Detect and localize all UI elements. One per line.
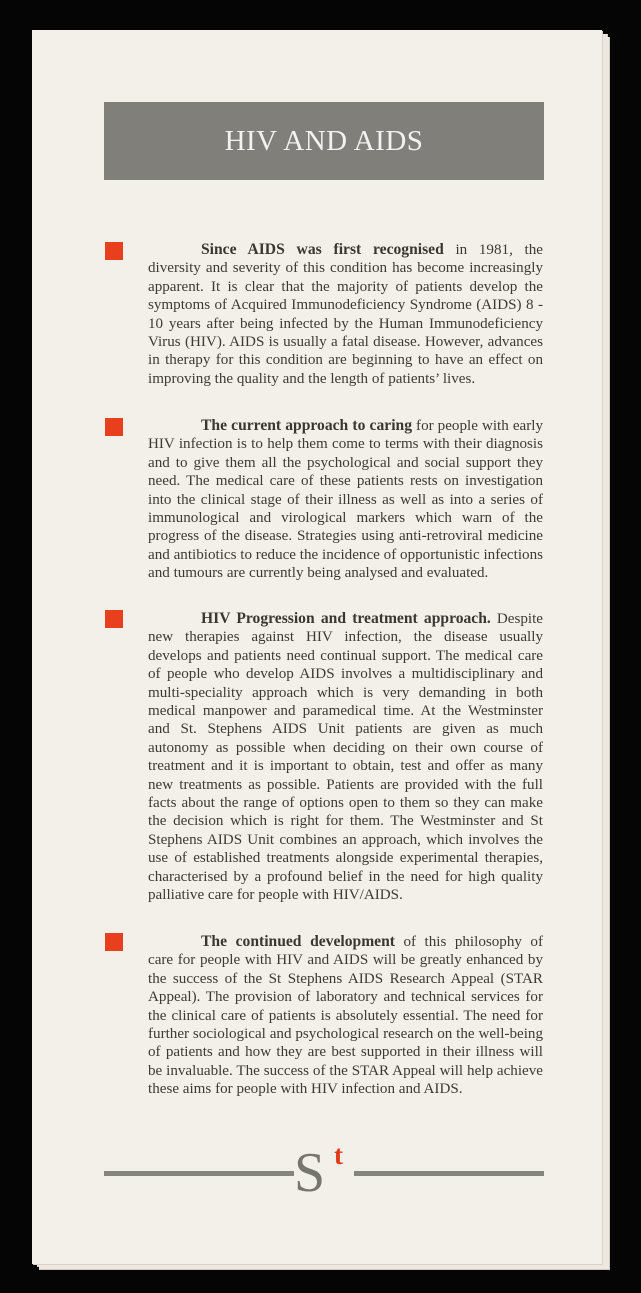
- red-square-bullet: [105, 610, 123, 628]
- paragraph-continued-development: [148, 933, 543, 1099]
- paragraph-hiv-progression: [148, 610, 543, 905]
- paragraph-lead: The continued development: [201, 933, 395, 950]
- paragraph-lead: Since AIDS was first recognised: [201, 241, 444, 258]
- paragraph-since-aids: [148, 241, 543, 388]
- paragraph-current-approach: [148, 417, 543, 583]
- red-square-bullet: [105, 933, 123, 951]
- leaflet-page: [32, 30, 602, 1264]
- paragraph-body: Despite new therapies against HIV infection, the disease usually develops and patients need continual support. The medical care of people who develop AIDS involves a multidisciplinary and multi-speciality approach which is very demanding in both medical manpower and paramedical time. At the Westminster and St. Stephens AIDS Unit patients are given as much autonomy as possible when deciding on their own course of treatment and it is important to obtain, test and offer as many new treatments as possible. Patients are provided with the full facts about the range of options open to them so they can make the decision which is right for them. The Westminster and St Stephens AIDS Unit combines an approach, which involves the use of established treatments alongside experimental therapies, characterised by a profound belief in the need for high quality palliative care for people with HIV/AIDS.: [148, 611, 543, 904]
- red-square-bullet: [105, 242, 123, 260]
- paragraph-lead: HIV Progression and treatment approach.: [201, 610, 491, 627]
- logo-letter-s: S: [294, 1142, 326, 1204]
- paragraph-body: of this philosophy of care for people with HIV and AIDS will be greatly enhanced by the success of the St Stephens AIDS Research Appeal (STAR Appeal). The provision of laboratory and technical services for the clinical care of patients is absolutely essential. The need for further sociological and psychological research on the well-being of patients and how they are best supported in their illness will be invaluable. The success of the STAR Appeal will help achieve these aims for people with HIV infection and AIDS.: [148, 934, 543, 1098]
- footer-rule-right: [354, 1171, 544, 1176]
- title-banner: [104, 102, 544, 180]
- footer-rule-left: [104, 1171, 294, 1176]
- paragraph-body: in 1981, the diversity and severity of this condition has become increasingly apparent. It is clear that the majority of patients develop the symptoms of Acquired Immunodeficiency Syndrome (AIDS) 8 - 10 years after being infected by the Human Immunodeficiency Virus (HIV). AIDS is usually a fatal disease. However, advances in therapy for this condition are beginning to have an effect on improving the quality and the length of patients’ lives.: [148, 242, 543, 387]
- paragraph-body: for people with early HIV infection is to help them come to terms with their diagnosis and to give them all the psychological and social support they need. The medical care of these patients rests on investigation into the clinical stage of their illness as well as into a series of immunological and virological markers which warn of the progress of the disease. Strategies using anti-retroviral medicine and antibiotics to reduce the incidence of opportunistic infections and tumours are currently being analysed and evaluated.: [148, 418, 543, 582]
- page-title: HIV AND AIDS: [224, 124, 424, 157]
- red-square-bullet: [105, 418, 123, 436]
- paragraph-lead: The current approach to caring: [201, 417, 412, 434]
- st-stephens-logo: [290, 1138, 360, 1208]
- logo-letter-t: t: [334, 1140, 343, 1170]
